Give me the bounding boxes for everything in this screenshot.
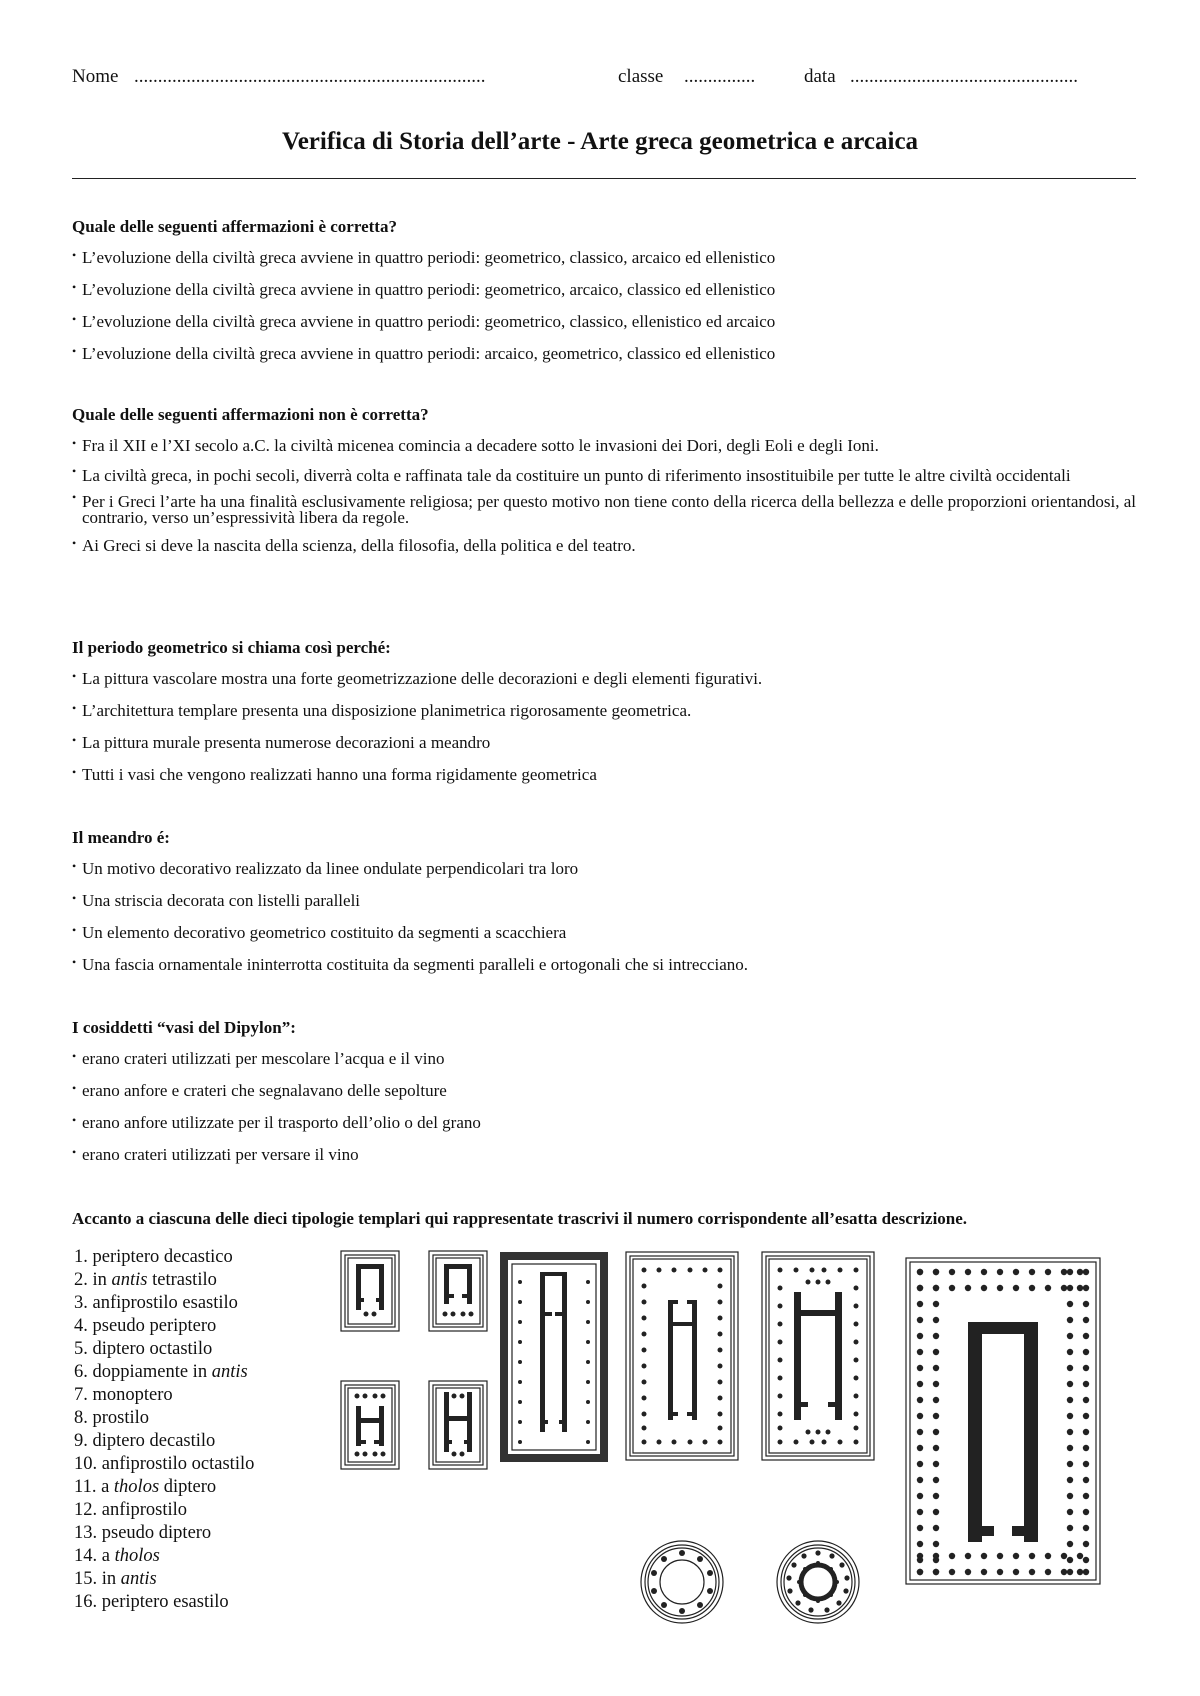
column-mark [933,1317,939,1323]
column-mark [933,1477,939,1483]
temple-plan-doppiamente-in-antis [429,1381,487,1469]
title-divider [72,178,1136,179]
list-item: 1. periptero decastico [74,1247,233,1267]
bullet-icon: • [72,1113,77,1127]
column-mark [997,1553,1003,1559]
answer-option[interactable]: • L’architettura templare presenta una disposizione planimetrica rigorosamente geometrica. [72,701,1136,721]
temple-plan-diptero [906,1258,1100,1584]
column-mark [1083,1557,1089,1563]
list-item: 11. a tholos diptero [74,1477,217,1497]
answer-option[interactable]: • La civiltà greca, in pochi secoli, diverrà colta e raffinata tale da costituire un punto di riferimento insostituibile per tutte le altre civiltà occidentali [72,464,1071,485]
column-mark [1067,1285,1073,1291]
column-mark [917,1477,923,1483]
column-mark [1045,1269,1051,1275]
column-mark [997,1285,1003,1291]
column-mark [1083,1317,1089,1323]
column-mark [917,1541,923,1547]
column-mark [1083,1509,1089,1515]
bullet-icon: • [72,280,77,294]
column-mark [1067,1569,1073,1575]
column-mark [1083,1301,1089,1307]
column-mark [917,1333,923,1339]
question-text: Il meandro é: [72,828,170,847]
column-mark [1083,1269,1089,1275]
answer-option[interactable]: • erano anfore e crateri che segnalavano delle sepolture [72,1081,1136,1101]
answer-option[interactable]: • Un motivo decorativo realizzato da linee ondulate perpendicolari tra loro [72,859,1136,879]
column-mark [949,1269,955,1275]
list-item: 15. in antis [74,1569,157,1589]
column-mark [949,1569,955,1575]
temple-type-list [74,1246,254,1614]
column-mark [933,1569,939,1575]
column-mark [933,1413,939,1419]
bullet-icon: • [72,536,77,550]
column-mark [917,1301,923,1307]
list-item: 12. anfiprostilo [74,1500,188,1520]
bullet-icon: • [72,1145,77,1159]
column-mark [1077,1269,1083,1275]
column-mark [1029,1269,1035,1275]
list-item: 5. diptero octastilo [74,1339,213,1359]
answer-option[interactable]: • Fra il XII e l’XI secolo a.C. la civiltà micenea comincia a decadere sotto le invasioni dei Dori, degli Eoli e degli Ioni. [72,436,1136,456]
column-mark [917,1569,923,1575]
column-mark [965,1569,971,1575]
column-mark [965,1285,971,1291]
column-mark [981,1269,987,1275]
temple-plan-periptero-esastilo [626,1252,738,1460]
column-mark [1077,1553,1083,1559]
answer-option[interactable]: • L’evoluzione della civiltà greca avviene in quattro periodi: arcaico, geometrico, classico ed ellenistico [72,344,1136,364]
column-mark [1045,1285,1051,1291]
column-mark [917,1285,923,1291]
bullet-icon: • [72,669,77,683]
column-mark [933,1525,939,1531]
temple-plan-in-antis [341,1251,399,1331]
column-mark [917,1445,923,1451]
column-mark [1067,1413,1073,1419]
question-text: Quale delle seguenti affermazioni è corretta? [72,217,397,236]
temple-plan-tholos-diptero [777,1541,859,1623]
column-mark [1061,1553,1067,1559]
column-mark [933,1397,939,1403]
bullet-icon: • [72,1049,77,1063]
list-item: 9. diptero decastilo [74,1431,216,1451]
bullet-icon: • [72,248,77,262]
column-mark [1083,1429,1089,1435]
list-item: 3. anfiprostilo esastilo [74,1293,238,1313]
column-mark [1067,1317,1073,1323]
answer-option[interactable]: • La pittura murale presenta numerose decorazioni a meandro [72,733,1136,753]
bullet-icon: • [72,733,77,747]
answer-option[interactable]: • L’evoluzione della civiltà greca avviene in quattro periodi: geometrico, classico, arcaico ed ellenistico [72,248,1136,268]
column-mark [1067,1349,1073,1355]
question-block [72,638,1136,797]
column-mark [997,1569,1003,1575]
column-mark [1013,1553,1019,1559]
column-mark [1077,1569,1083,1575]
column-mark [1083,1461,1089,1467]
list-item: 7. monoptero [74,1385,173,1405]
column-mark [933,1381,939,1387]
bullet-icon: • [72,701,77,715]
temple-plan-pseudo-periptero [500,1252,608,1462]
column-mark [933,1365,939,1371]
answer-option[interactable]: • Una fascia ornamentale ininterrotta costituita da segmenti paralleli e ortogonali che si intrecciano. [72,955,1136,975]
column-mark [1067,1557,1073,1563]
column-mark [1067,1301,1073,1307]
column-mark [917,1269,923,1275]
question-block [72,1018,1136,1177]
column-mark [965,1553,971,1559]
column-mark [1083,1333,1089,1339]
list-item: 6. doppiamente in antis [74,1362,248,1382]
data-label: data [804,66,836,87]
column-mark [933,1445,939,1451]
column-mark [949,1553,955,1559]
column-mark [1061,1269,1067,1275]
column-mark [1013,1569,1019,1575]
column-mark [1083,1285,1089,1291]
column-mark [1083,1525,1089,1531]
column-mark [1083,1349,1089,1355]
temple-plan-tholos [641,1541,723,1623]
list-item: 16. periptero esastilo [74,1592,229,1612]
column-mark [949,1285,955,1291]
classe-field[interactable]: ............... [684,66,756,87]
column-mark [1029,1569,1035,1575]
column-mark [933,1349,939,1355]
column-mark [1067,1541,1073,1547]
list-item: 4. pseudo periptero [74,1316,217,1336]
column-mark [981,1553,987,1559]
column-mark [1083,1381,1089,1387]
column-mark [1083,1569,1089,1575]
column-mark [1067,1269,1073,1275]
question-block [72,828,1136,987]
column-mark [917,1365,923,1371]
column-mark [917,1397,923,1403]
column-mark [1067,1445,1073,1451]
column-mark [1083,1397,1089,1403]
column-mark [981,1285,987,1291]
question-block [72,217,1136,376]
column-mark [1067,1397,1073,1403]
bullet-icon: • [72,344,77,358]
column-mark [1029,1553,1035,1559]
page-title: Verifica di Storia dell’arte - Arte greca geometrica e arcaica [281,128,919,155]
column-mark [1067,1493,1073,1499]
bullet-icon: • [72,891,77,905]
column-mark [1045,1569,1051,1575]
column-mark [917,1509,923,1515]
answer-option[interactable]: • Tutti i vasi che vengono realizzati hanno una forma rigidamente geometrica [72,765,1136,785]
answer-option[interactable]: • Per i Greci l’arte ha una finalità esclusivamente religiosa; per questo motivo non tiene conto della ricerca della bellezza e delle proporzioni orientandosi, al contrario, verso un’espressività libera da regole. [72,490,1136,527]
column-mark [965,1269,971,1275]
column-mark [1045,1553,1051,1559]
list-item: 13. pseudo diptero [74,1523,212,1543]
answer-option[interactable]: • Ai Greci si deve la nascita della scienza, della filosofia, della politica e del teatro. [72,536,1136,556]
column-mark [933,1333,939,1339]
column-mark [933,1557,939,1563]
question-text: Quale delle seguenti affermazioni non è corretta? [72,405,429,424]
column-mark [1067,1429,1073,1435]
column-mark [933,1301,939,1307]
data-field[interactable]: ................................................ [850,66,1078,87]
column-mark [1077,1285,1083,1291]
column-mark [933,1269,939,1275]
column-mark [917,1381,923,1387]
column-mark [933,1509,939,1515]
column-mark [1067,1381,1073,1387]
bullet-icon: • [72,464,77,478]
bullet-icon: • [72,436,77,450]
answer-option[interactable]: • erano crateri utilizzati per versare il vino [72,1145,1136,1165]
answer-option[interactable]: • erano crateri utilizzati per mescolare l’acqua e il vino [72,1049,1136,1069]
classe-label: classe [618,66,664,87]
column-mark [1083,1365,1089,1371]
column-mark [933,1429,939,1435]
column-mark [1083,1477,1089,1483]
temple-plan-pseudo-diptero [762,1252,874,1460]
answer-option[interactable]: • Un elemento decorativo geometrico costituito da segmenti a scacchiera [72,923,1136,943]
answer-option[interactable]: • L’evoluzione della civiltà greca avviene in quattro periodi: geometrico, arcaico, classico ed ellenistico [72,280,1136,300]
column-mark [1061,1285,1067,1291]
column-mark [917,1349,923,1355]
list-item: 14. a tholos [74,1546,160,1566]
column-mark [997,1269,1003,1275]
column-mark [1029,1285,1035,1291]
answer-option[interactable]: • L’evoluzione della civiltà greca avviene in quattro periodi: geometrico, classico, ellenistico ed arcaico [72,312,1136,332]
column-mark [1013,1285,1019,1291]
list-item: 8. prostilo [74,1408,150,1428]
answer-option[interactable]: • erano anfore utilizzate per il trasporto dell’olio o del grano [72,1113,1136,1133]
column-mark [917,1461,923,1467]
column-mark [917,1413,923,1419]
column-mark [1061,1569,1067,1575]
nome-label: Nome [72,66,119,87]
temple-plans-figure [340,1250,1140,1640]
column-mark [917,1317,923,1323]
bullet-icon: • [72,923,77,937]
column-mark [1013,1269,1019,1275]
column-mark [1083,1445,1089,1451]
column-mark [981,1569,987,1575]
column-mark [1067,1365,1073,1371]
nome-field[interactable]: .......................................................................... [134,66,486,87]
exercise-instruction: Accanto a ciascuna delle dieci tipologie templari qui rappresentate trascrivi il numero corrispondente all’esatta descrizione. [72,1209,968,1228]
column-mark [1083,1493,1089,1499]
column-mark [933,1461,939,1467]
question-block [72,405,1136,568]
bullet-icon: • [72,859,77,873]
column-mark [917,1429,923,1435]
column-mark [1067,1477,1073,1483]
bullet-icon: • [72,1081,77,1095]
question-text: Il periodo geometrico si chiama così perché: [72,638,391,657]
bullet-icon: • [72,765,77,779]
column-mark [917,1493,923,1499]
temple-plan-prostilo [429,1251,487,1331]
column-mark [1067,1525,1073,1531]
column-mark [1067,1509,1073,1515]
bullet-icon: • [72,490,77,504]
column-mark [917,1525,923,1531]
column-mark [933,1493,939,1499]
list-item: 2. in antis tetrastilo [74,1270,217,1290]
bullet-icon: • [72,312,77,326]
temple-plan-anfiprostilo [341,1381,399,1469]
column-mark [933,1285,939,1291]
column-mark [933,1541,939,1547]
question-text: I cosiddetti “vasi del Dipylon”: [72,1018,296,1037]
list-item: 10. anfiprostilo octastilo [74,1454,255,1474]
column-mark [1083,1413,1089,1419]
answer-option[interactable]: • Una striscia decorata con listelli paralleli [72,891,1136,911]
column-mark [917,1557,923,1563]
answer-option[interactable]: • La pittura vascolare mostra una forte geometrizzazione delle decorazioni e degli elementi figurativi. [72,669,1136,689]
column-mark [1067,1333,1073,1339]
column-mark [1067,1461,1073,1467]
column-mark [1083,1541,1089,1547]
bullet-icon: • [72,955,77,969]
